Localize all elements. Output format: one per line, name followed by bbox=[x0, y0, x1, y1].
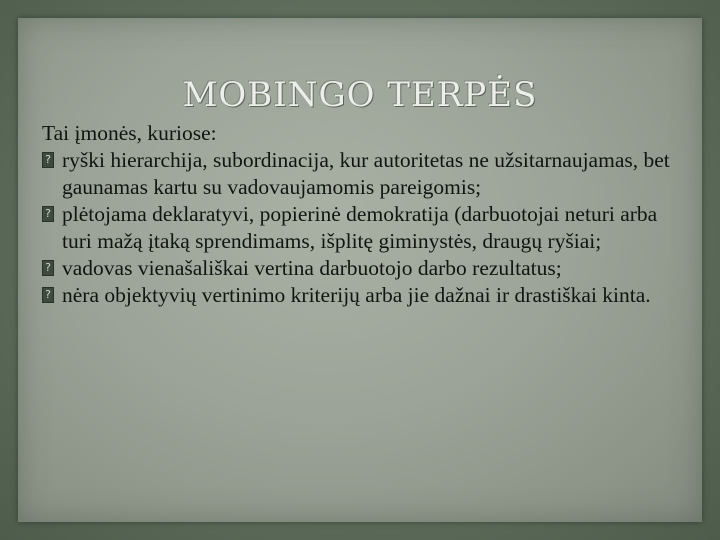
slide-title: MOBINGO TERPĖS bbox=[182, 74, 538, 115]
list-item bbox=[42, 201, 692, 255]
intro-text: Tai įmonės, kuriose: bbox=[42, 121, 217, 145]
missing-glyph-icon: ? bbox=[42, 260, 54, 276]
slide-body bbox=[42, 120, 692, 309]
bullet-text: nėra objektyvių vertinimo kriterijų arba jie dažnai ir drastiškai kinta. bbox=[62, 283, 651, 307]
list-item bbox=[42, 255, 692, 282]
missing-glyph-icon: ? bbox=[42, 152, 54, 168]
bullet-text: vadovas vienašališkai vertina darbuotojo darbo rezultatus; bbox=[62, 256, 562, 280]
bullet-list bbox=[42, 147, 692, 309]
list-item bbox=[42, 282, 692, 309]
missing-glyph-icon: ? bbox=[42, 287, 54, 303]
missing-glyph-icon: ? bbox=[42, 206, 54, 222]
bullet-text: plėtojama deklaratyvi, popierinė demokratija (darbuotojai neturi arba turi mažą įtaką sprendimams, išplitę giminystės, draugų ryšiai; bbox=[62, 202, 658, 253]
list-item bbox=[42, 147, 692, 201]
bullet-text: ryški hierarchija, subordinacija, kur autoritetas ne užsitarnaujamas, bet gaunamas kartu su vadovaujamomis pareigomis; bbox=[62, 148, 670, 199]
